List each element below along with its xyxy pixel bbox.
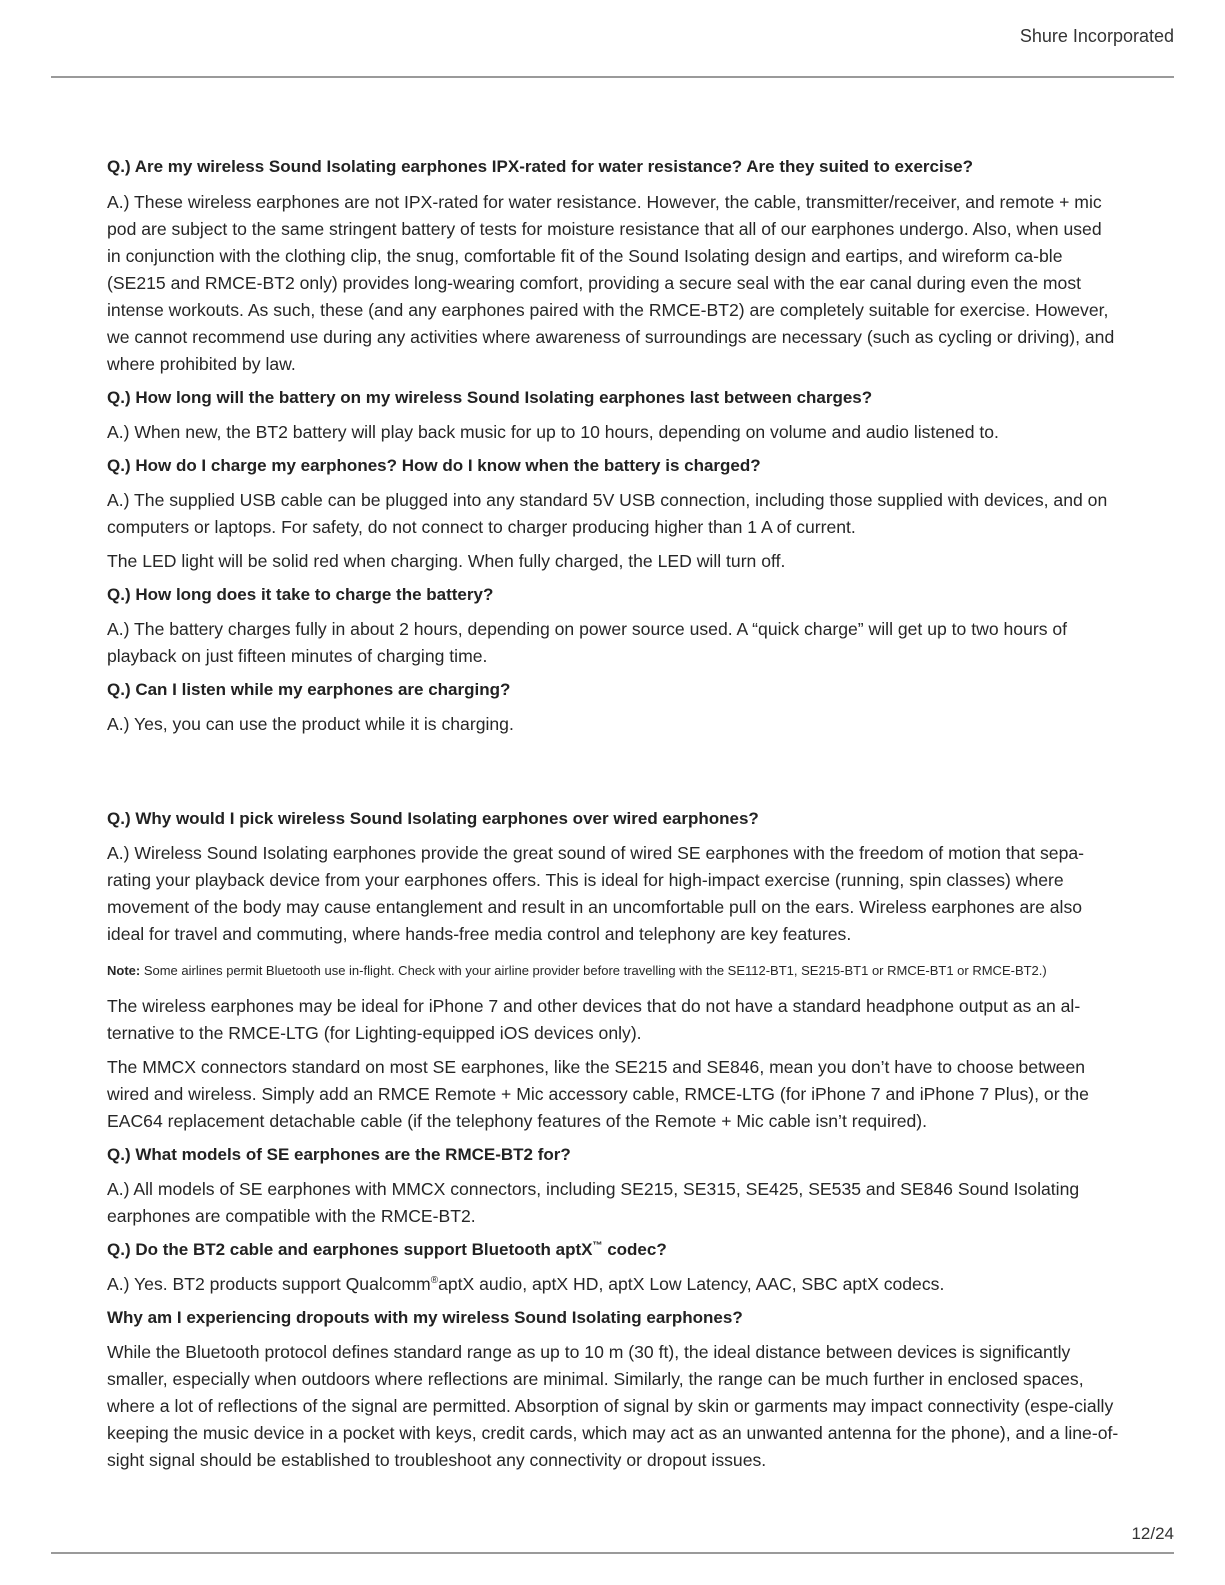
answer-text-end: aptX audio, aptX HD, aptX Low Latency, AAC, SBC aptX codecs.: [438, 1274, 945, 1294]
footer-divider: [51, 1552, 1174, 1554]
faq-section-2: [107, 806, 1119, 1474]
note-paragraph: [107, 960, 1119, 981]
registered-mark: ®: [430, 1275, 439, 1287]
question-heading: Q.) How long will the battery on my wireless Sound Isolating earphones last between charges?: [107, 388, 873, 407]
answer-paragraph: [107, 1271, 1119, 1298]
body-paragraph: The MMCX connectors standard on most SE earphones, like the SE215 and SE846, mean you don’t have to choose between wired and wireless. Simply add an RMCE Remote + Mic accessory cable, RMCE-LTG (for iPhone 7 and iPhone 7 Plus), or the EAC64 replacement detachable cable (if the telephony features of the Remote + Mic cable isn’t required).: [107, 1057, 1089, 1131]
note-label: Note:: [107, 963, 141, 978]
question-heading: Q.) Why would I pick wireless Sound Isolating earphones over wired earphones?: [107, 809, 759, 828]
answer-paragraph: A.) Wireless Sound Isolating earphones provide the great sound of wired SE earphones with the freedom of motion that sepa-rating your playback device from your earphones offers. This is ideal for high-impact exercise (running, spin classes) where movement of the body may cause entanglement and result in an uncomfortable pull on the ears. Wireless earphones are also ideal for travel and commuting, where hands-free media control and telephony are key features.: [107, 843, 1085, 944]
question-heading: Q.) Are my wireless Sound Isolating earphones IPX-rated for water resistance? Are they suited to exercise?: [107, 157, 974, 176]
answer-paragraph: A.) The battery charges fully in about 2 hours, depending on power source used. A “quick charge” will get up to two hours of playback on just fifteen minutes of charging time.: [107, 619, 1068, 666]
answer-paragraph: While the Bluetooth protocol defines standard range as up to 10 m (30 ft), the ideal distance between devices is significantly smaller, especially when outdoors where reflections are minimal. Similarly, the range can be much further in enclosed spaces, where a lot of reflections of the signal are permitted. Absorption of signal by skin or garments may impact connectivity (espe-cially keeping the music device in a pocket with keys, credit cards, which may act as an unwanted antenna for the phone), and a line-of-sight signal should be established to troubleshoot any connectivity or dropout issues.: [107, 1342, 1119, 1470]
note-text: Some airlines permit Bluetooth use in-flight. Check with your airline provider before travelling with the SE112-BT1, SE215-BT1 or RMCE-BT1 or RMCE-BT2.): [140, 963, 1047, 978]
trademark-mark: ™: [592, 1240, 603, 1252]
answer-paragraph: A.) Yes, you can use the product while it is charging.: [107, 714, 514, 734]
faq-section-1: [107, 154, 1119, 738]
answer-paragraph: A.) When new, the BT2 battery will play back music for up to 10 hours, depending on volume and audio listened to.: [107, 422, 999, 442]
page-number: 12/24: [1131, 1524, 1174, 1543]
question-text: Q.) Do the BT2 cable and earphones support Bluetooth aptX: [107, 1240, 593, 1259]
question-heading: Why am I experiencing dropouts with my wireless Sound Isolating earphones?: [107, 1308, 743, 1327]
header-company-name: Shure Incorporated: [1019, 26, 1174, 46]
answer-paragraph: The LED light will be solid red when charging. When fully charged, the LED will turn off.: [107, 551, 786, 571]
answer-paragraph: A.) The supplied USB cable can be plugged into any standard 5V USB connection, including those supplied with devices, and on computers or laptops. For safety, do not connect to charger producing higher than 1 A of current.: [107, 490, 1108, 537]
answer-paragraph: A.) All models of SE earphones with MMCX connectors, including SE215, SE315, SE425, SE535 and SE846 Sound Isolating earphones are compatible with the RMCE-BT2.: [107, 1179, 1080, 1226]
question-heading: Q.) What models of SE earphones are the RMCE-BT2 for?: [107, 1145, 571, 1164]
body-paragraph: The wireless earphones may be ideal for iPhone 7 and other devices that do not have a standard headphone output as an al-ternative to the RMCE-LTG (for Lighting-equipped iOS devices only).: [107, 996, 1081, 1043]
question-heading: Q.) Can I listen while my earphones are charging?: [107, 680, 511, 699]
header-divider: [51, 76, 1174, 78]
question-text-end: codec?: [602, 1240, 667, 1259]
answer-paragraph: A.) These wireless earphones are not IPX-rated for water resistance. However, the cable, transmitter/receiver, and remote + mic pod are subject to the same stringent battery of tests for moisture resistance that all of our earphones undergo. Also, when used in conjunction with the clothing clip, the snug, comfortable fit of the Sound Isolating design and eartips, and wireform ca-ble (SE215 and RMCE-BT2 only) provides long-wearing comfort, providing a secure seal with the ear canal during even the most intense workouts. As such, these (and any earphones paired with the RMCE-BT2) are completely suitable for exercise. However, we cannot recommend use during any activities where awareness of surroundings are necessary (such as cycling or driving), and where prohibited by law.: [107, 192, 1115, 374]
question-heading: Q.) How long does it take to charge the battery?: [107, 585, 494, 604]
question-heading: Q.) How do I charge my earphones? How do I know when the battery is charged?: [107, 456, 761, 475]
answer-text: A.) Yes. BT2 products support Qualcomm: [107, 1274, 431, 1294]
question-heading: [107, 1237, 1119, 1263]
